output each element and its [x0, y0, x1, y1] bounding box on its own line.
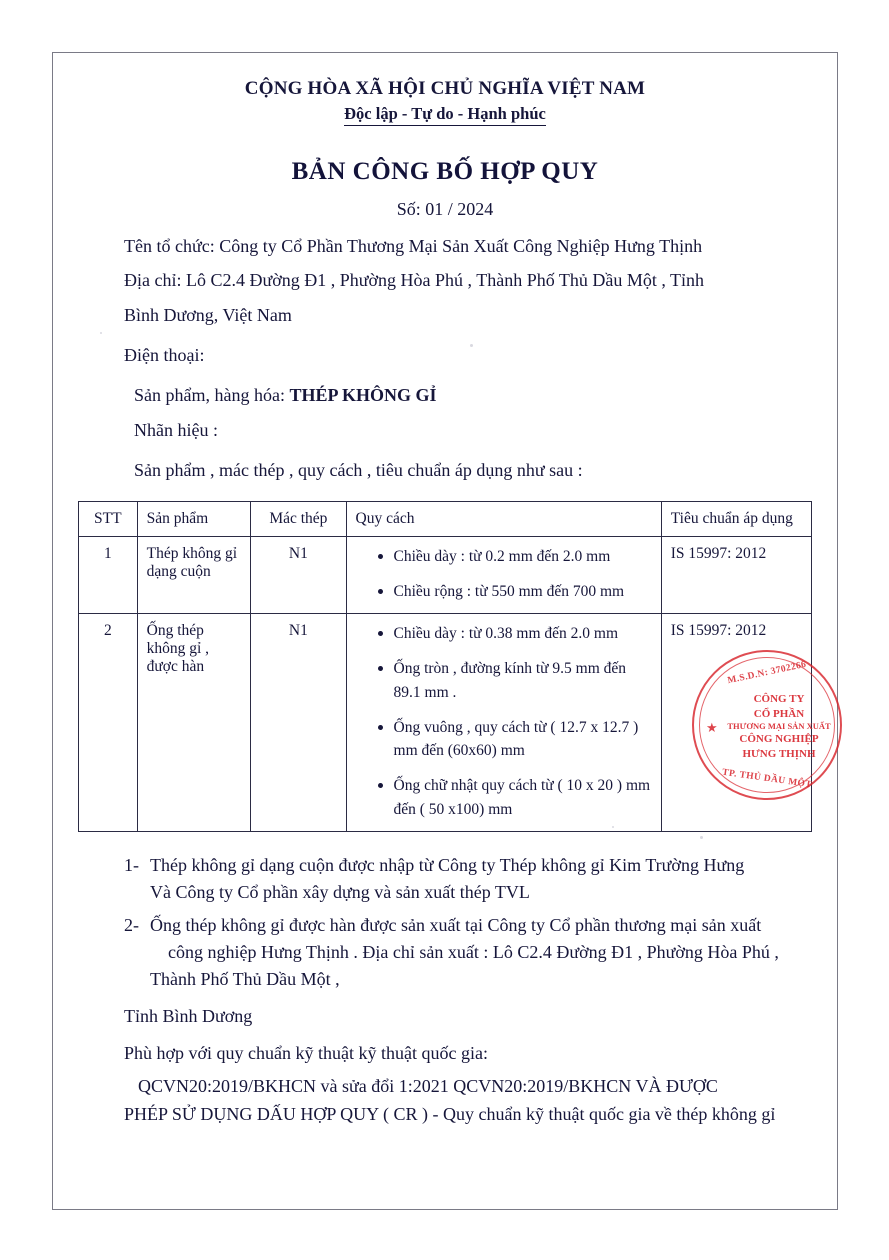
document-sheet	[52, 52, 838, 1210]
note-number: 1-	[124, 854, 139, 875]
seal-center-line: CỔ PHẦN	[753, 707, 805, 720]
organization-line: Tên tổ chức: Công ty Cổ Phần Thương Mại Sản Xuất Công Nghiệp Hưng Thịnh	[124, 236, 703, 256]
spec-item: Chiều dày : từ 0.38 mm đến 2.0 mm	[378, 622, 652, 645]
cell-grade: N1	[251, 536, 346, 614]
motto-text: Độc lập - Tự do - Hạnh phúc	[344, 104, 546, 126]
table-header-row	[79, 501, 812, 536]
product-label: Sản phẩm, hàng hóa:	[134, 385, 285, 406]
product-line	[78, 382, 812, 409]
document-title: BẢN CÔNG BỐ HỢP QUY	[291, 158, 599, 185]
seal-location-text: TP. THỦ DẦU MỘT	[721, 767, 813, 791]
address-line-2: Bình Dương, Việt Nam	[124, 304, 292, 325]
seal-center-line: THƯƠNG MẠI SẢN XUẤT	[727, 721, 831, 732]
spec-item: Ống chữ nhật quy cách từ ( 10 x 20 ) mm đến ( 50 x100) mm	[378, 774, 652, 821]
spec-item: Chiều dày : từ 0.2 mm đến 2.0 mm	[378, 545, 652, 568]
specification-table	[78, 501, 812, 832]
brand-line: Nhãn hiệu :	[134, 419, 218, 440]
th-spec: Quy cách	[346, 501, 661, 536]
note-line: Ống thép không gỉ được hàn được sản xuất tại Công ty Cổ phần thương mại sản xuất	[150, 914, 762, 935]
note-text	[150, 912, 812, 993]
cell-spec	[346, 614, 661, 832]
th-grade: Mác thép	[251, 501, 346, 536]
th-stt: STT	[79, 501, 138, 536]
th-standard: Tiêu chuẩn áp dụng	[661, 501, 811, 536]
note-item	[124, 912, 812, 993]
spec-list	[356, 545, 652, 604]
cell-standard: IS 15997: 2012	[661, 536, 811, 614]
note-line: công nghiệp Hưng Thịnh . Địa chỉ sản xuất : Lô C2.4 Đường Đ1 , Phường Hòa Phú ,	[168, 941, 779, 962]
cell-grade: N1	[251, 614, 346, 832]
cell-spec	[346, 536, 661, 614]
table-row	[79, 536, 812, 614]
cell-stt: 2	[79, 614, 138, 832]
address-line-1: Địa chỉ: Lô C2.4 Đường Đ1 , Phường Hòa Phú , Thành Phố Thủ Dầu Một , Tỉnh	[124, 270, 705, 291]
scan-speck	[100, 332, 102, 334]
national-motto	[78, 104, 812, 124]
conformity-line-2: PHÉP SỬ DỤNG DẤU HỢP QUY ( CR ) - Quy chuẩn kỹ thuật quốc gia về thép không gỉ	[124, 1103, 776, 1124]
scan-speck	[700, 836, 703, 839]
spec-item: Ống vuông , quy cách từ ( 12.7 x 12.7 ) mm đến (60x60) mm	[378, 716, 652, 763]
note-number: 2-	[124, 914, 139, 935]
note-line: Và Công ty Cổ phần xây dựng và sản xuất thép TVL	[150, 881, 530, 902]
scan-speck	[470, 344, 473, 347]
conformity-line-1: QCVN20:2019/BKHCN và sửa đổi 1:2021 QCVN20:2019/BKHCN VÀ ĐƯỢC	[138, 1075, 718, 1096]
seal-center-line: CÔNG NGHIỆP	[739, 733, 819, 746]
note-line: Thép không gỉ dạng cuộn được nhập từ Công ty Thép không gỉ Kim Trường Hưng	[150, 854, 745, 875]
note-line: Thành Phố Thủ Dầu Một ,	[150, 968, 340, 989]
notes-list	[78, 852, 812, 993]
spec-item: Ống tròn , đường kính từ 9.5 mm đến 89.1 mm .	[378, 657, 652, 704]
national-header: CỘNG HÒA XÃ HỘI CHỦ NGHĨA VIỆT NAM	[244, 78, 646, 99]
cell-stt: 1	[79, 536, 138, 614]
document-number: Số: 01 / 2024	[396, 199, 494, 219]
phone-line: Điện thoại:	[124, 345, 205, 366]
conformity-label: Phù hợp với quy chuẩn kỹ thuật kỹ thuật quốc gia:	[124, 1042, 488, 1063]
seal-center-line: HƯNG THỊNH	[742, 747, 816, 760]
spec-list	[356, 622, 652, 821]
seal-star-icon: ★	[706, 720, 718, 735]
cell-standard: IS 15997: 2012	[661, 614, 811, 832]
th-product: Sản phẩm	[137, 501, 251, 536]
seal-registration-text: M.S.D.N: 3702266	[726, 659, 808, 687]
conformity-detail	[78, 1073, 812, 1129]
cell-product: Thép không gỉ dạng cuộn	[137, 536, 251, 614]
scan-speck	[612, 826, 614, 828]
note-item	[124, 852, 812, 906]
seal-center-line: CÔNG TY	[753, 693, 805, 705]
cell-product: Ống thép không gỉ , được hàn	[137, 614, 251, 832]
spec-item: Chiều rộng : từ 550 mm đến 700 mm	[378, 580, 652, 603]
product-value: THÉP KHÔNG GỈ	[289, 385, 437, 406]
intro-line: Sản phẩm , mác thép , quy cách , tiêu chuẩn áp dụng như sau :	[134, 460, 583, 481]
province-line: Tỉnh Bình Dương	[124, 1005, 253, 1026]
table-row	[79, 614, 812, 832]
note-text	[150, 852, 812, 906]
